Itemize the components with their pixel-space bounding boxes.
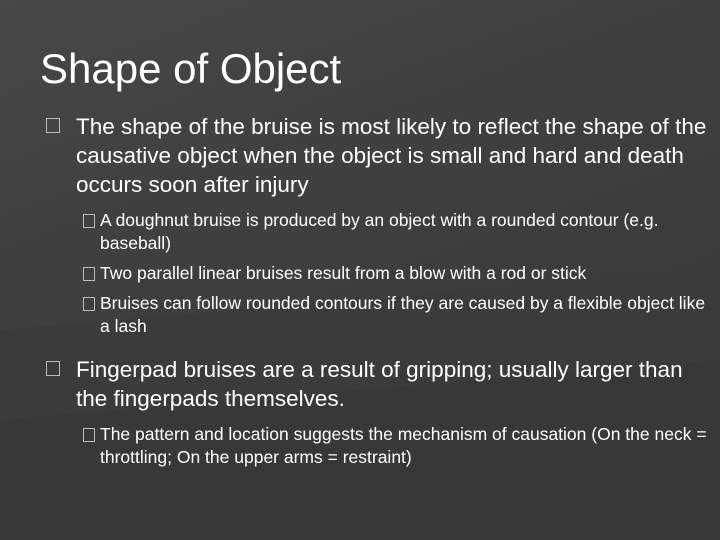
missing-glyph-box-icon xyxy=(83,297,95,311)
missing-glyph-box-icon xyxy=(46,118,60,133)
sub-bullet-text: A doughnut bruise is produced by an object with a rounded contour (e.g. baseball) xyxy=(100,210,659,253)
slide-title: Shape of Object xyxy=(40,45,342,92)
bullet-text: The shape of the bruise is most likely to reflect the shape of the causative object when the object is small and hard and death occurs soon after injury xyxy=(76,114,707,197)
bullet-level2 xyxy=(40,423,708,469)
sub-bullet-text: Two parallel linear bruises result from a blow with a rod or stick xyxy=(100,263,587,283)
missing-glyph-box-icon xyxy=(46,361,60,376)
sub-bullet-text: Bruises can follow rounded contours if they are caused by a flexible object like a lash xyxy=(100,293,706,336)
bullet-level1 xyxy=(40,112,708,199)
bullet-text: Fingerpad bruises are a result of gripping; usually larger than the fingerpads themselves. xyxy=(76,357,683,411)
slide-content xyxy=(40,112,708,476)
bullet-level1 xyxy=(40,355,708,413)
bullet-level2 xyxy=(40,262,708,285)
missing-glyph-box-icon xyxy=(83,428,95,442)
bullet-level2 xyxy=(40,209,708,255)
bullet-level2 xyxy=(40,292,708,338)
missing-glyph-box-icon xyxy=(83,267,95,281)
sub-bullet-text: The pattern and location suggests the mechanism of causation (On the neck = throttling; On the upper arms = restraint) xyxy=(100,424,707,467)
missing-glyph-box-icon xyxy=(83,214,95,228)
spacer xyxy=(40,345,708,355)
